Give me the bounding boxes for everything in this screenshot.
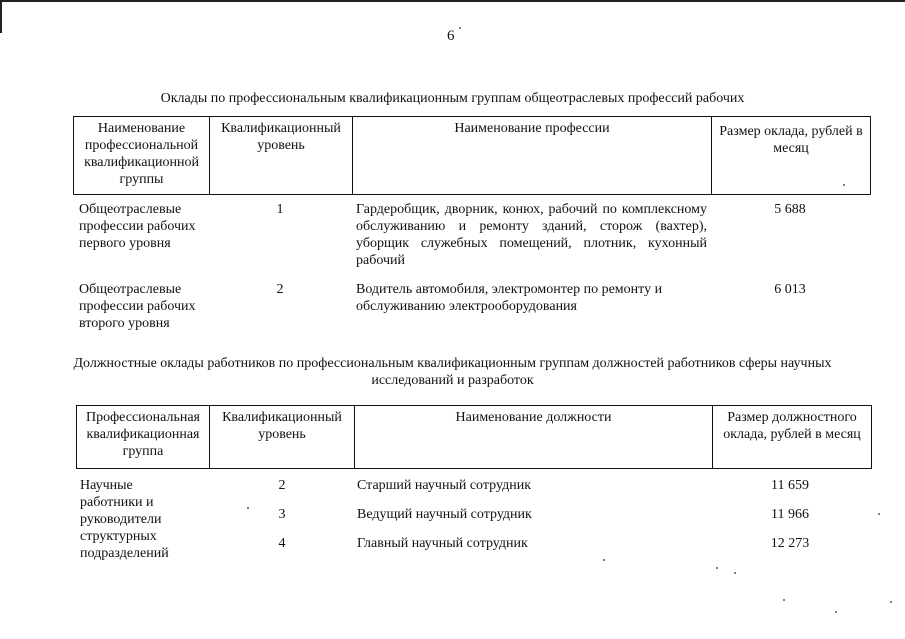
table1-header-salary: Размер оклада, рублей в месяц [712, 117, 871, 195]
table2-header-salary: Размер должностного оклада, рублей в месяц [713, 406, 872, 469]
table1-row-salary: 5 688 [774, 202, 806, 217]
table1-row-group: Общеотраслевые профессии рабочих второго уровня [79, 282, 196, 331]
table1-header-profession: Наименование профессии [353, 117, 712, 195]
table1-row-salary: 6 013 [774, 282, 806, 297]
table2-header-position: Наименование должности [355, 406, 713, 469]
scan-speck [843, 184, 845, 186]
scan-speck [878, 513, 880, 515]
table2-header-group: Профессиональная квалификационная группа [77, 406, 210, 469]
table2-row-position: Ведущий научный сотрудник [357, 507, 532, 522]
scan-speck [835, 611, 837, 613]
scan-speck [459, 27, 461, 29]
scan-border-top [0, 0, 905, 2]
scan-speck [716, 567, 718, 569]
table2-row-level: 2 [278, 478, 286, 493]
table2-row-position: Главный научный сотрудник [357, 536, 528, 551]
table2-row-level: 4 [278, 536, 286, 551]
table2-row-salary: 11 659 [771, 478, 809, 493]
scan-speck [890, 601, 892, 603]
table2-row-position: Старший научный сотрудник [357, 478, 532, 493]
scan-border-left [0, 0, 2, 33]
table1-row-level: 1 [276, 202, 284, 217]
page-number: 6 [447, 28, 455, 44]
table2-row-level: 3 [278, 507, 286, 522]
table1-header [73, 116, 871, 195]
scan-speck [247, 507, 249, 509]
scan-speck [734, 572, 736, 574]
table2-row-salary: 12 273 [770, 536, 810, 551]
scan-speck [603, 559, 605, 561]
table1-row-profession: Водитель автомобиля, электромонтер по ремонту и обслуживанию электрооборудования [356, 282, 663, 314]
table1-title: Оклады по профессиональным квалификационным группам общеотраслевых профессий рабочих [160, 91, 745, 106]
table1-header-level: Квалификационный уровень [210, 117, 353, 195]
scan-speck [783, 599, 785, 601]
table1-row-level: 2 [276, 282, 284, 297]
table1-row-group: Общеотраслевые профессии рабочих первого уровня [79, 202, 196, 251]
table2-header [76, 405, 872, 469]
table2-group-name: Научные работники и руководители структурных подразделений [80, 478, 169, 561]
table2-row-salary: 11 966 [771, 507, 809, 522]
table1-header-group: Наименование профессиональной квалификационной группы [74, 117, 210, 195]
table2-header-level: Квалификационный уровень [210, 406, 355, 469]
table1-row-profession: Гардеробщик, дворник, конюх, рабочий по комплексному обслуживанию и ремонту зданий, сторож (вахтер), уборщик служебных помещений, плотник, кухонный рабочий [356, 202, 707, 268]
table2-title: Должностные оклады работников по профессиональным квалификационным группам должностей работников сферы научных исследований и разработок [73, 356, 832, 388]
